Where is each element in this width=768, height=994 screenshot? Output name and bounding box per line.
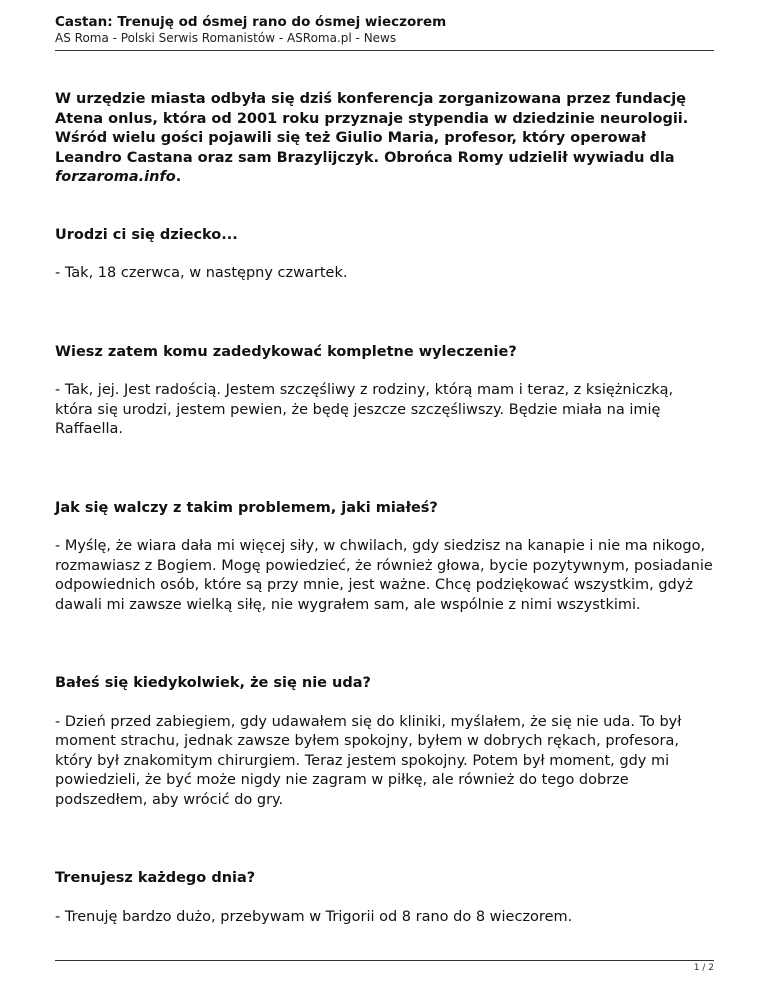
page-header: [55, 14, 714, 46]
interview-answer-4: - Dzień przed zabiegiem, gdy udawałem się do kliniki, myślałem, że się nie uda. To był moment strachu, jednak zawsze byłem spokojny, byłem w dobrych rękach, profesora, który był znakomitym chirurgiem. Teraz jestem spokojny. Potem był moment, gdy mi powiedzieli, że być może nigdy nie zagram w piłkę, ale również do tego dobrze podszedłem, aby wrócić do gry.: [55, 713, 682, 808]
article-title: Castan: Trenuję od ósmej rano do ósmej wieczorem: [55, 14, 447, 30]
interview-answer-2: - Tak, jej. Jest radością. Jestem szczęśliwy z rodziny, którą mam i teraz, z księżniczką, która się urodzi, jestem pewien, że będę jeszcze szczęśliwszy. Będzie miała na imię Raffaella.: [55, 382, 674, 437]
article-body: [55, 90, 714, 927]
interview-answer-3: - Myślę, że wiara dała mi więcej siły, w chwilach, gdy siedzisz na kanapie i nie ma nikogo, rozmawiasz z Bogiem. Mogę powiedzieć, że również głowa, bycie pozytywnym, posiadanie odpowiednich osób, które są przy mnie, jest ważne. Chcę podziękować wszystkim, gdyż dawali mi zawsze wielką siłę, nie wygrałem sam, ale wspólnie z nimi wszystkimi.: [55, 538, 713, 613]
lead-end: .: [175, 169, 182, 185]
page-number: 1 / 2: [693, 963, 714, 973]
interview-question-5: Trenujesz każdego dnia?: [55, 870, 256, 886]
interview-question-3: Jak się walczy z takim problemem, jaki miałeś?: [55, 499, 438, 516]
lead-text: W urzędzie miasta odbyła się dziś konferencja zorganizowana przez fundację Atena onlus, która od 2001 roku przyznaje stypendia w dziedzinie neurologii. Wśród wielu gości pojawili się też Giulio Maria, profesor, który operował Leandro Castana oraz sam Brazylijczyk. Obrońca Romy udzielił wywiadu dla: [55, 91, 689, 166]
interview-answer-5: - Trenuję bardzo dużo, przebywam w Trigorii od 8 rano do 8 wieczorem.: [55, 908, 573, 925]
lead-paragraph: [55, 90, 714, 188]
interview-question-2: Wiesz zatem komu zadedykować kompletne wyleczenie?: [55, 343, 517, 360]
lead-source: forzaroma.info: [55, 169, 176, 185]
site-subtitle: AS Roma - Polski Serwis Romanistów - ASRoma.pl - News: [55, 31, 397, 45]
footer-divider: [55, 960, 714, 961]
interview-question-1: Urodzi ci się dziecko...: [55, 226, 238, 243]
interview-answer-1: - Tak, 18 czerwca, w następny czwartek.: [55, 265, 348, 281]
header-divider: [55, 50, 714, 51]
interview-question-4: Bałeś się kiedykolwiek, że się nie uda?: [55, 675, 371, 691]
